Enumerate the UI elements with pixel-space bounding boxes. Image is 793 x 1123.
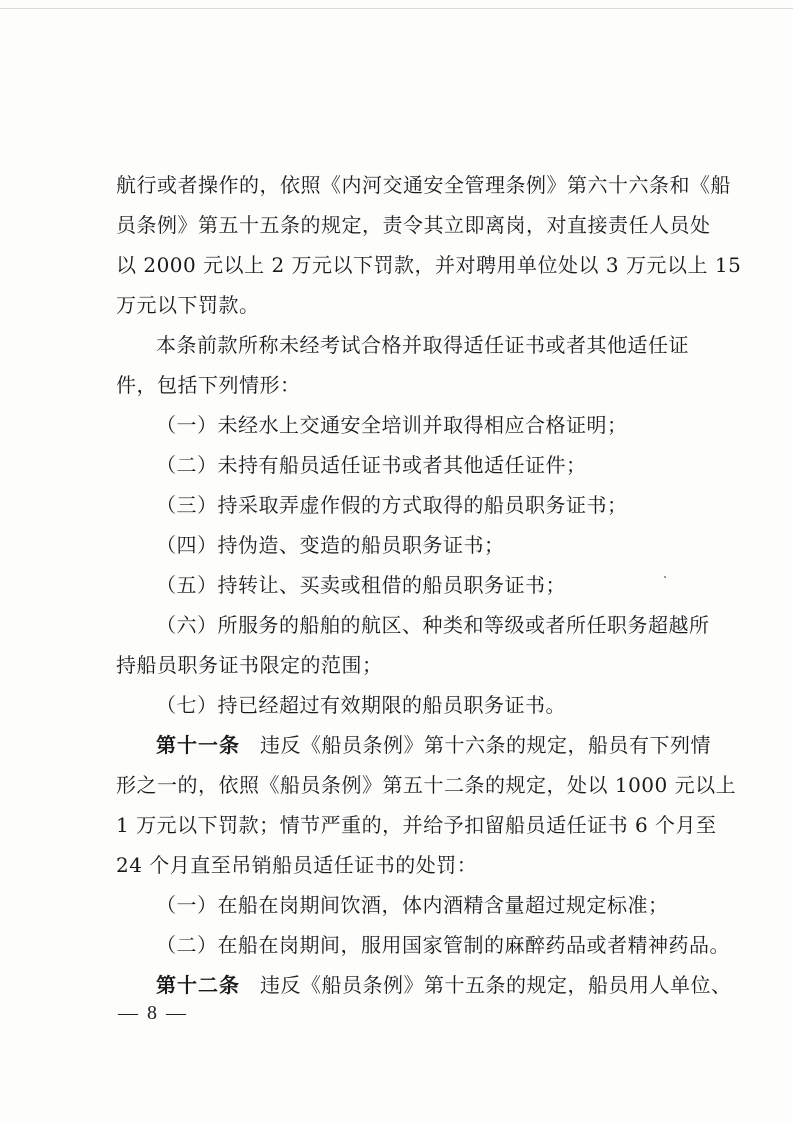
text-line: 员条例》第五十五条的规定，责令其立即离岗，对直接责任人员处 [116, 213, 711, 237]
scan-speck [664, 576, 666, 578]
article-11-line [156, 725, 711, 765]
paragraph-start: 本条前款所称未经考试合格并取得适任证书或者其他适任证 [156, 333, 689, 357]
article-11-text: 违反《船员条例》第十六条的规定，船员有下列情 [260, 733, 711, 757]
list-item: （六）所服务的船舶的航区、种类和等级或者所任职务超越所 [156, 613, 710, 637]
scan-edge-line [0, 8, 793, 9]
page-number: — 8 — [118, 1002, 186, 1024]
text-line: 持船员职务证书限定的范围； [116, 653, 383, 677]
text-line: 件，包括下列情形： [116, 373, 301, 397]
list-item: （一）未经水上交通安全培训并取得相应合格证明； [156, 413, 628, 437]
list-item: （七）持已经超过有效期限的船员职务证书。 [156, 693, 566, 717]
article-12-heading: 第十二条 [156, 973, 240, 997]
list-item: （二）在船在岗期间，服用国家管制的麻醉药品或者精神药品。 [156, 933, 730, 957]
text-line: 24 个月直至吊销船员适任证书的处罚： [116, 853, 478, 877]
article-12-line [156, 965, 732, 1005]
list-item: （一）在船在岗期间饮酒，体内酒精含量超过规定标准； [156, 893, 669, 917]
text-line: 以 2000 元以上 2 万元以下罚款，并对聘用单位处以 3 万元以上 15 [116, 253, 742, 277]
list-item: （五）持转让、买卖或租借的船员职务证书； [156, 573, 566, 597]
text-line: 1 万元以下罚款；情节严重的，并给予扣留船员适任证书 6 个月至 [116, 813, 717, 837]
article-12-text: 违反《船员条例》第十五条的规定，船员用人单位、 [260, 973, 732, 997]
text-line: 万元以下罚款。 [116, 293, 260, 317]
text-line: 航行或者操作的，依照《内河交通安全管理条例》第六十六条和《船 [116, 173, 731, 197]
list-item: （四）持伪造、变造的船员职务证书； [156, 533, 505, 557]
list-item: （三）持采取弄虚作假的方式取得的船员职务证书； [156, 493, 628, 517]
text-line: 形之一的，依照《船员条例》第五十二条的规定，处以 1000 元以上 [116, 773, 737, 797]
list-item: （二）未持有船员适任证书或者其他适任证件； [156, 453, 587, 477]
article-11-heading: 第十一条 [156, 733, 240, 757]
